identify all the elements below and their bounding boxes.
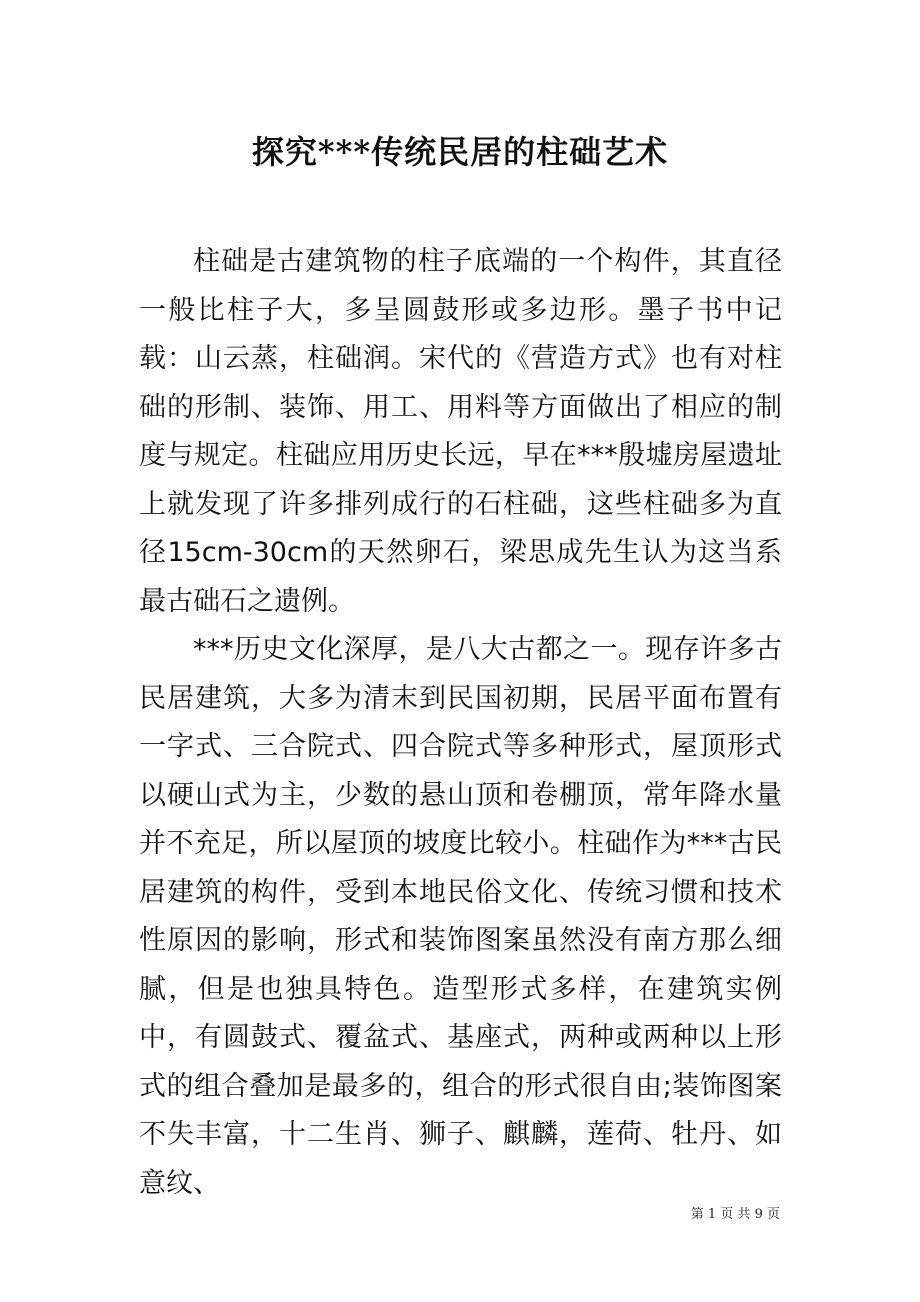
paragraph-1: 柱础是古建筑物的柱子底端的一个构件，其直径一般比柱子大，多呈圆鼓形或多边形。墨子书中记载：山云蒸，柱础润。宋代的《营造方式》也有对柱础的形制、装饰、用工、用料等方面做出了相应的制度与规定。柱础应用历史长远，早在***殷墟房屋遗址上就发现了许多排列成行的石柱础，这些柱础多为直径15cm-30cm的天然卵石，梁思成先生认为这当系最古础石之遗例。 [139,246,782,617]
page-number-footer [0,1205,780,1225]
document-title: 探究***传统民居的柱础艺术 [251,133,669,171]
document-body [139,238,782,1208]
paragraph-2: ***历史文化深厚，是八大古都之一。现存许多古民居建筑，大多为清末到民国初期，民居平面布置有一字式、三合院式、四合院式等多种形式，屋顶形式以硬山式为主，少数的悬山顶和卷棚顶，常年降水量并不充足，所以屋顶的坡度比较小。柱础作为***古民居建筑的构件，受到本地民俗文化、传统习惯和技术性原因的影响，形式和装饰图案虽然没有南方那么细腻，但是也独具特色。造型形式多样，在建筑实例中，有圆鼓式、覆盆式、基座式，两种或两种以上形式的组合叠加是最多的，组合的形式很自由;装饰图案不失丰富，十二生肖、狮子、麒麟，莲荷、牡丹、如意纹、 [139,634,782,1199]
page-number-label: 第 1 页 共 9 页 [690,1207,780,1222]
